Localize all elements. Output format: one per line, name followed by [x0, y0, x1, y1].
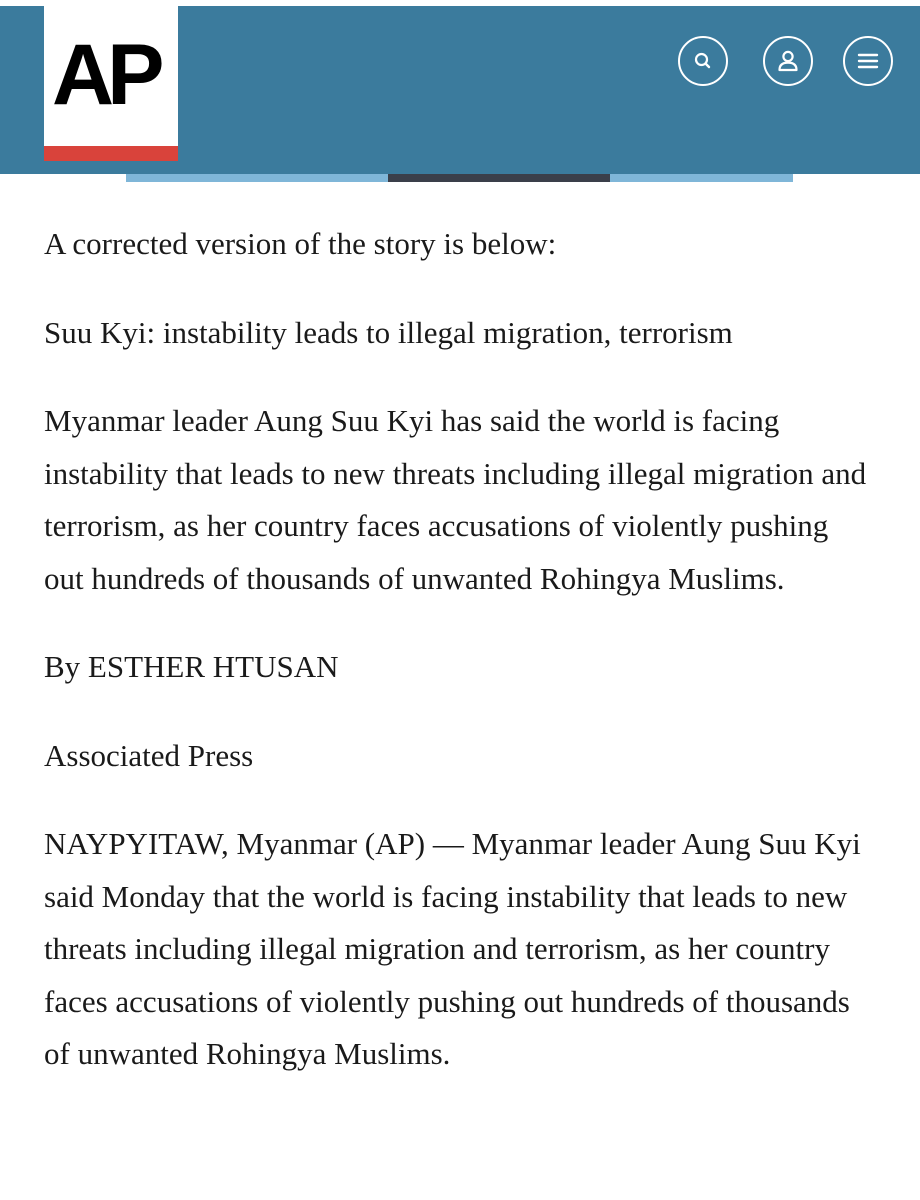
byline: By ESTHER HTUSAN	[44, 649, 339, 684]
hero-image-dark-region	[388, 174, 610, 182]
correction-note: A corrected version of the story is below:	[44, 226, 557, 261]
user-icon	[775, 48, 801, 74]
search-button[interactable]	[678, 36, 728, 86]
article-paragraph: NAYPYITAW, Myanmar (AP) — Myanmar leader Aung Suu Kyi said Monday that the world is facing instability that leads to new threats including illegal migration and terrorism, as her country faces accusations of violently pushing out hundreds of thousands of unwanted Rohingya Muslims.	[44, 826, 861, 1071]
source-line: Associated Press	[44, 737, 254, 773]
article-summary: Myanmar leader Aung Suu Kyi has said the world is facing instability that leads to new threats including illegal migration and terrorism, as her country faces accusations of violently pushing out hundreds of thousands of unwanted Rohingya Muslims.	[44, 403, 867, 596]
account-button[interactable]	[763, 36, 813, 86]
search-icon	[692, 50, 714, 72]
article-body	[44, 218, 874, 1117]
menu-icon	[855, 49, 881, 73]
logo-red-bar	[44, 146, 178, 161]
article-headline: Suu Kyi: instability leads to illegal migration, terrorism	[44, 314, 733, 350]
menu-button[interactable]	[843, 36, 893, 86]
logo-text: AP	[52, 27, 158, 123]
hero-image-strip	[126, 174, 793, 182]
ap-logo[interactable]	[44, 6, 178, 161]
